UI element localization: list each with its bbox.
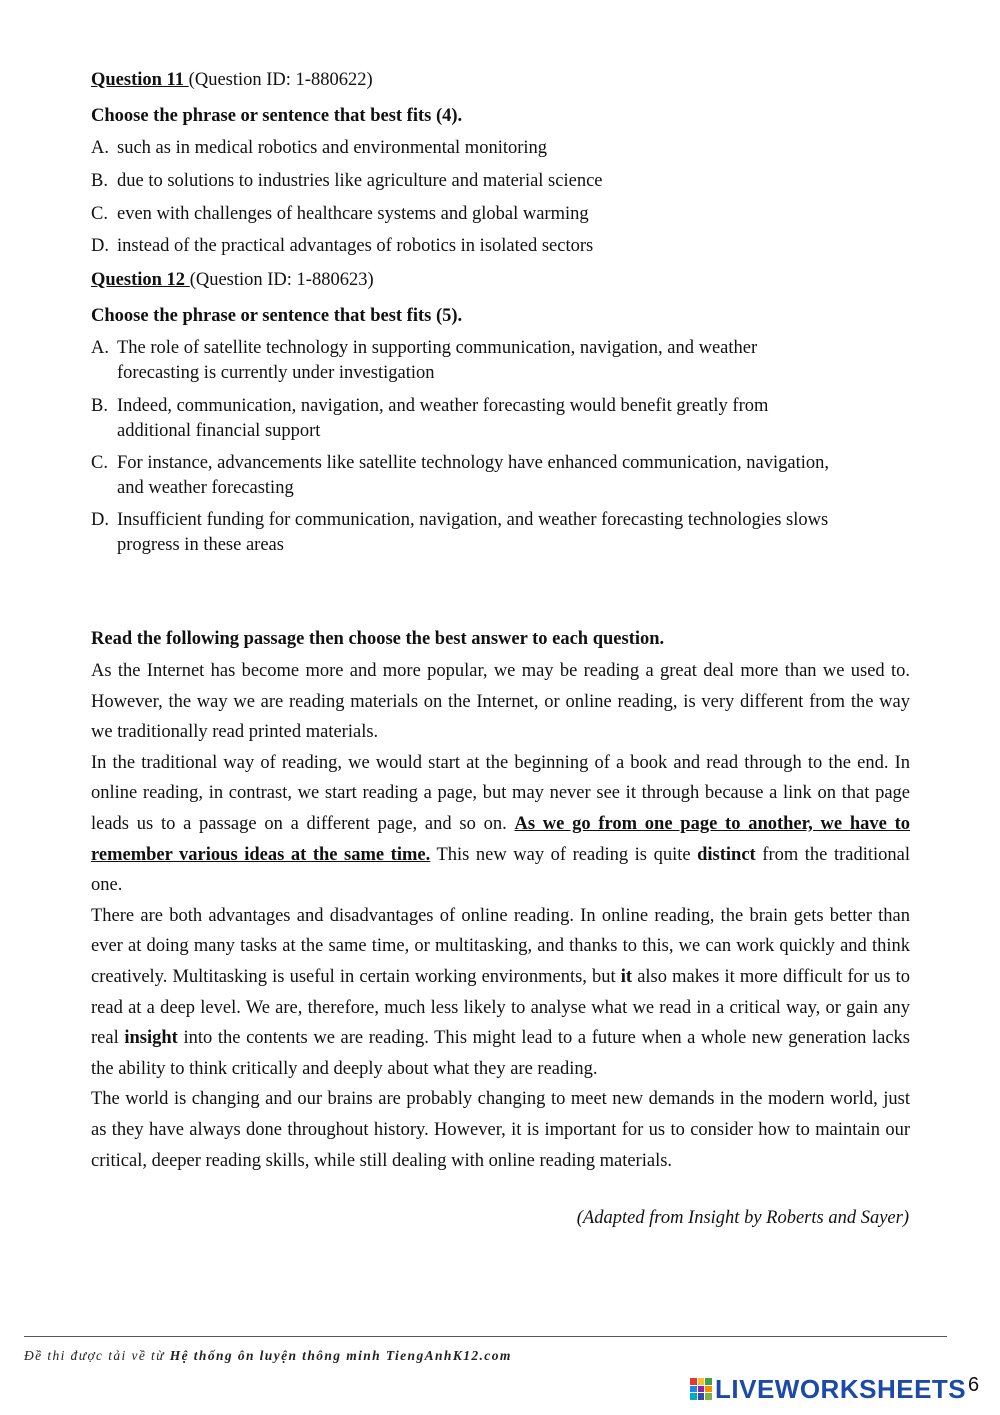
question-12-header [91, 268, 374, 292]
question-12-label: Question 12 [91, 270, 190, 290]
q11-option-d[interactable]: D. instead of the practical advantages of robotics in isolated sectors [91, 236, 594, 256]
logo-grid-square [698, 1386, 705, 1393]
question-12-prompt: Choose the phrase or sentence that best fits (5). [91, 306, 463, 326]
page-number: 6 [968, 1374, 980, 1396]
passage-source: (Adapted from Insight by Roberts and Sayer) [576, 1208, 909, 1228]
liveworksheets-grid-icon [690, 1378, 712, 1400]
footer-site: Hệ thống ôn luyện thông minh TiengAnhK12.com [169, 1348, 512, 1363]
logo-grid-square [705, 1386, 712, 1393]
q12-option-a[interactable]: A. The role of satellite technology in supporting communication, navigation, and weather forecasting is currently under investigation [91, 338, 758, 383]
q11-option-b[interactable]: B. due to solutions to industries like agriculture and material science [91, 171, 603, 191]
liveworksheets-logo[interactable] [690, 1374, 966, 1404]
q12-option-c[interactable]: C. For instance, advancements like satellite technology have enhanced communication, navigation, and weather forecasting [91, 453, 830, 498]
footer-prefix: Đề thi được tải về từ [24, 1348, 170, 1363]
question-11-label: Question 11 [91, 70, 189, 90]
q11-option-a[interactable]: A. such as in medical robotics and environmental monitoring [91, 138, 548, 158]
q11-option-c[interactable]: C. even with challenges of healthcare systems and global warming [91, 204, 589, 224]
reading-passage [91, 656, 910, 1176]
logo-grid-square [690, 1378, 697, 1385]
passage-instruction: Read the following passage then choose the best answer to each question. [91, 629, 665, 649]
question-11-id: (Question ID: 1-880622) [188, 70, 373, 90]
passage-paragraph-3: There are both advantages and disadvantages of online reading. In online reading, the brain gets better than ever at doing many tasks at the same time, or multitasking, and thanks to this, we can work quickly and think creatively. Multitasking is useful in certain working environments, but it also makes it more difficult for us to read at a deep level. We are, therefore, much less likely to analyse what we read in a critical way, or gain any real insight into the contents we are reading. This might lead to a future when a whole new generation lacks the ability to think critically and deeply about what they are reading. [91, 905, 911, 1079]
passage-paragraph-2: In the traditional way of reading, we would start at the beginning of a book and read through to the end. In online reading, in contrast, we start reading a page, but may never see it through because a link on that page leads us to a passage on a different page, and so on. As we go from one page to another, we have to remember various ideas at the same time. This new way of reading is quite distinct from the traditional one. [91, 752, 910, 896]
question-11-prompt: Choose the phrase or sentence that best fits (4). [91, 106, 463, 126]
passage-paragraph-1: As the Internet has become more and more popular, we may be reading a great deal more than we used to. However, the way we are reading materials on the Internet, or online reading, is very different from the way we traditionally read printed materials. [91, 661, 910, 743]
logo-grid-square [698, 1393, 705, 1400]
logo-grid-square [698, 1378, 705, 1385]
passage-paragraph-4: The world is changing and our brains are probably changing to meet new demands in the modern world, just as they have always done throughout history. However, it is important for us to consider how to maintain our critical, deeper reading skills, while still dealing with online reading materials. [91, 1089, 910, 1171]
logo-grid-square [705, 1378, 712, 1385]
bold-word-insight: insight [124, 1028, 178, 1049]
footer-divider [24, 1336, 947, 1337]
logo-grid-square [705, 1393, 712, 1400]
underlined-sentence: As we go from one page to another, we have to remember various ideas at the same time. [91, 813, 910, 865]
logo-grid-square [690, 1393, 697, 1400]
bold-word-it: it [620, 966, 633, 987]
question-11-header [91, 68, 373, 92]
logo-grid-square [690, 1386, 697, 1393]
q12-option-b[interactable]: B. Indeed, communication, navigation, and weather forecasting would benefit greatly from additional financial support [91, 396, 769, 441]
footer-text [24, 1348, 512, 1364]
q12-option-d[interactable]: D. Insufficient funding for communication, navigation, and weather forecasting technologies slows progress in these areas [91, 510, 829, 555]
question-12-id: (Question ID: 1-880623) [189, 270, 374, 290]
bold-word-distinct: distinct [697, 844, 756, 865]
liveworksheets-brand: LIVEWORKSHEETS [715, 1373, 967, 1404]
